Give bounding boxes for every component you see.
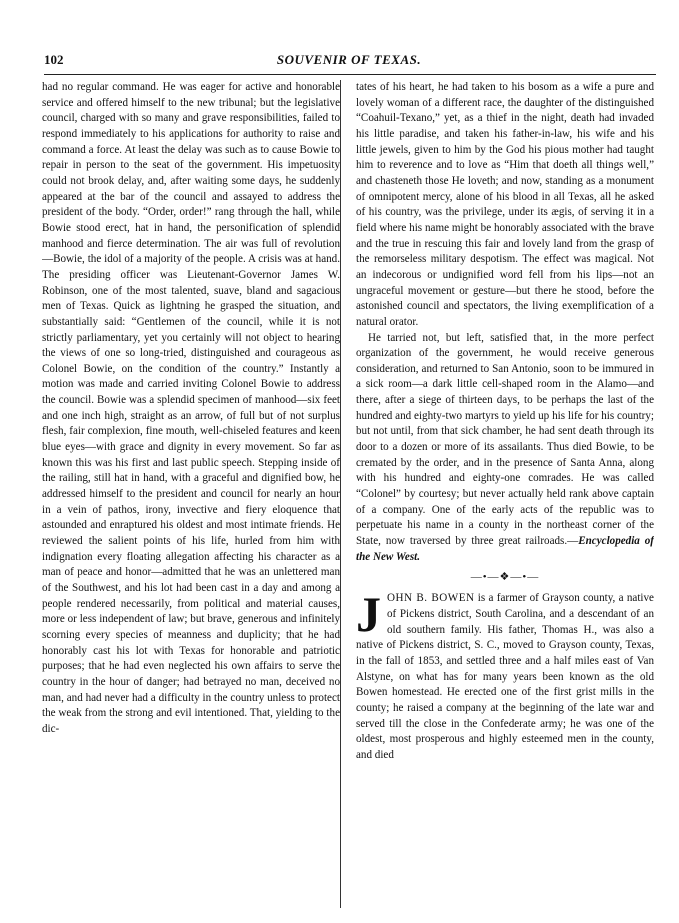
section-ornament: —•—❖—•— [470, 571, 540, 584]
bowie-death-paragraph [356, 331, 654, 566]
page-header [44, 52, 654, 72]
bowie-speech-paragraph: had no regular command. He was eager for active and honorable service and offered himself to the new tribunal; but the legislative council, charged with so many and grave responsibilities, failed to respond immediately to his applications for authority to raise and command a force. At least the delay was such as to cause Bowie to repair in person to the seat of the government. His impetuosity could not brook delay, and, after waiting some days, he suddenly appeared at the bar of the council and assayed to address the president of the body. “Order, order!” rang through the hall, while Bowie stood erect, hat in hand, the personification of splendid manhood and fierce determination. The air was full of revolution—Bowie, the idol of a majority of the people. A crisis was at hand. The presiding officer was Lieutenant-Governor James W. Robinson, one of the most talented, suave, bland and sagacious men of Texas. Quick as lightning he grasped the situation, and substantially said: “Gentlemen of the council, while it is not strictly parliamentary, yet you certainly will not object to hearing the views of one so long-tried, distinguished and courageous as Colonel Bowie, on the condition of the country.” Instantly a motion was made and carried inviting Colonel Bowie to address the council. Bowie was a splendid specimen of manhood—six feet and one inch high, straight as an arrow, of full but of not surplus flesh, fair complexion, fine mouth, well-chiseled features and keen blue eyes—with grace and dignity in every movement. So far as known this was his first and last public speech. Stepping inside of the railing, still hat in hand, with a graceful and dignified bow, he addressed himself to the president and council for nearly an hour in a vein of pathos, irony, invective and fiery eloquence that astounded and enraptured his oldest and most intimate friends. He reviewed the salient points of his life, hurled from him with indignation every floating allegation affecting his character as a man of peace and honor—admitted that he was an unlettered man of the Southwest, and his lot had been cast in a day and among a people rendered necessarily, from political and material causes, more or less independent of law; but brave, generous and infinitely scorning every species of meanness and duplicity; that he had honorably cast his lot with Texas for honorable and patriotic purposes; that he had even neglected his own affairs to serve the country in the hour of danger; had betrayed no man, deceived no man, and had never had a difficulty in the country unless to protect the weak from the strong and evil intentioned. That, yielding to the dic- [42, 81, 340, 735]
column-divider [340, 80, 341, 908]
bowen-biography-text: is a farmer of Grayson county, a native of Pickens district, South Carolina, and a descendant of an old southern family. His father, Thomas H., was also a native of Pickens district, S. C., moved to Grayson county, Texas, in the fall of 1853, and settled three and a half miles east of Van Alstyne, on what has for many years been known as the old Bowen homestead. He erected one of the first grist mills in the county; he raised a company at the beginning of the late war and served till the close in the Confederate army; he was one of the oldest, most prosperous and highly esteemed men in the county, and died [356, 592, 654, 761]
bowen-biography-paragraph [356, 586, 654, 763]
drop-cap-letter: J [356, 586, 381, 643]
right-column [356, 80, 654, 910]
bowie-death-text: He tarried not, but left, satisfied that, in the more perfect organization of the government, he would receive generous consideration, and returned to San Antonio, soon to be immured in a sick room—a dark little cell-shaped room in the Alamo—and there, after a siege of thirteen days, to be perhaps the last of the hundred and eighty-two martyrs to yield up his life for his country; but not until, from that sick chamber, he had sent death through its door to a dozen or more of its assailants. Thus died Bowie, to be cremated by the order, and in the presence of Santa Anna, along with his hundred and eighty-one comrades. He was called “Colonel” by courtesy; but never actually held rank above captain of a company. One of the early acts of the republic was to perpetuate his name in a county in the northeast corner of the State, now traversed by three great railroads.— [356, 331, 654, 548]
left-column [42, 80, 340, 910]
bowen-name: OHN B. BOWEN [387, 592, 475, 605]
source-citation: Encyclopedia of the New West. [356, 535, 654, 563]
bowie-speech-continuation: tates of his heart, he had taken to his bosom as a wife a pure and lovely woman of a different race, the daughter of the distinguished “Coahuil-Texano,” yet, as a thief in the night, death had invaded his little paradise, and taken his father-in-law, his wife and his little jewels, given to him by the God his pious mother had taught him to reverence and to love as “Him that doeth all things well,” and chasteneth those He loveth; and now, standing as a monument of omnipotent mercy, alone of his blood in all Texas, all he asked of his country, was the privilege, under its ægis, of serving it in a field where his name might be honorably associated with the brave and the true in rescuing this fair and lovely land from the grasp of the remorseless military despotism. The effect was magical. Not an indecorous or undignified word fell from his lips—not an ungraceful movement or gesture—but there he stood, before the astonished council and spectators, the living exemplification of a natural orator. [356, 81, 654, 328]
page-number: 102 [44, 52, 64, 67]
running-head: SOUVENIR OF TEXAS. [276, 52, 422, 67]
header-rule [44, 74, 656, 75]
